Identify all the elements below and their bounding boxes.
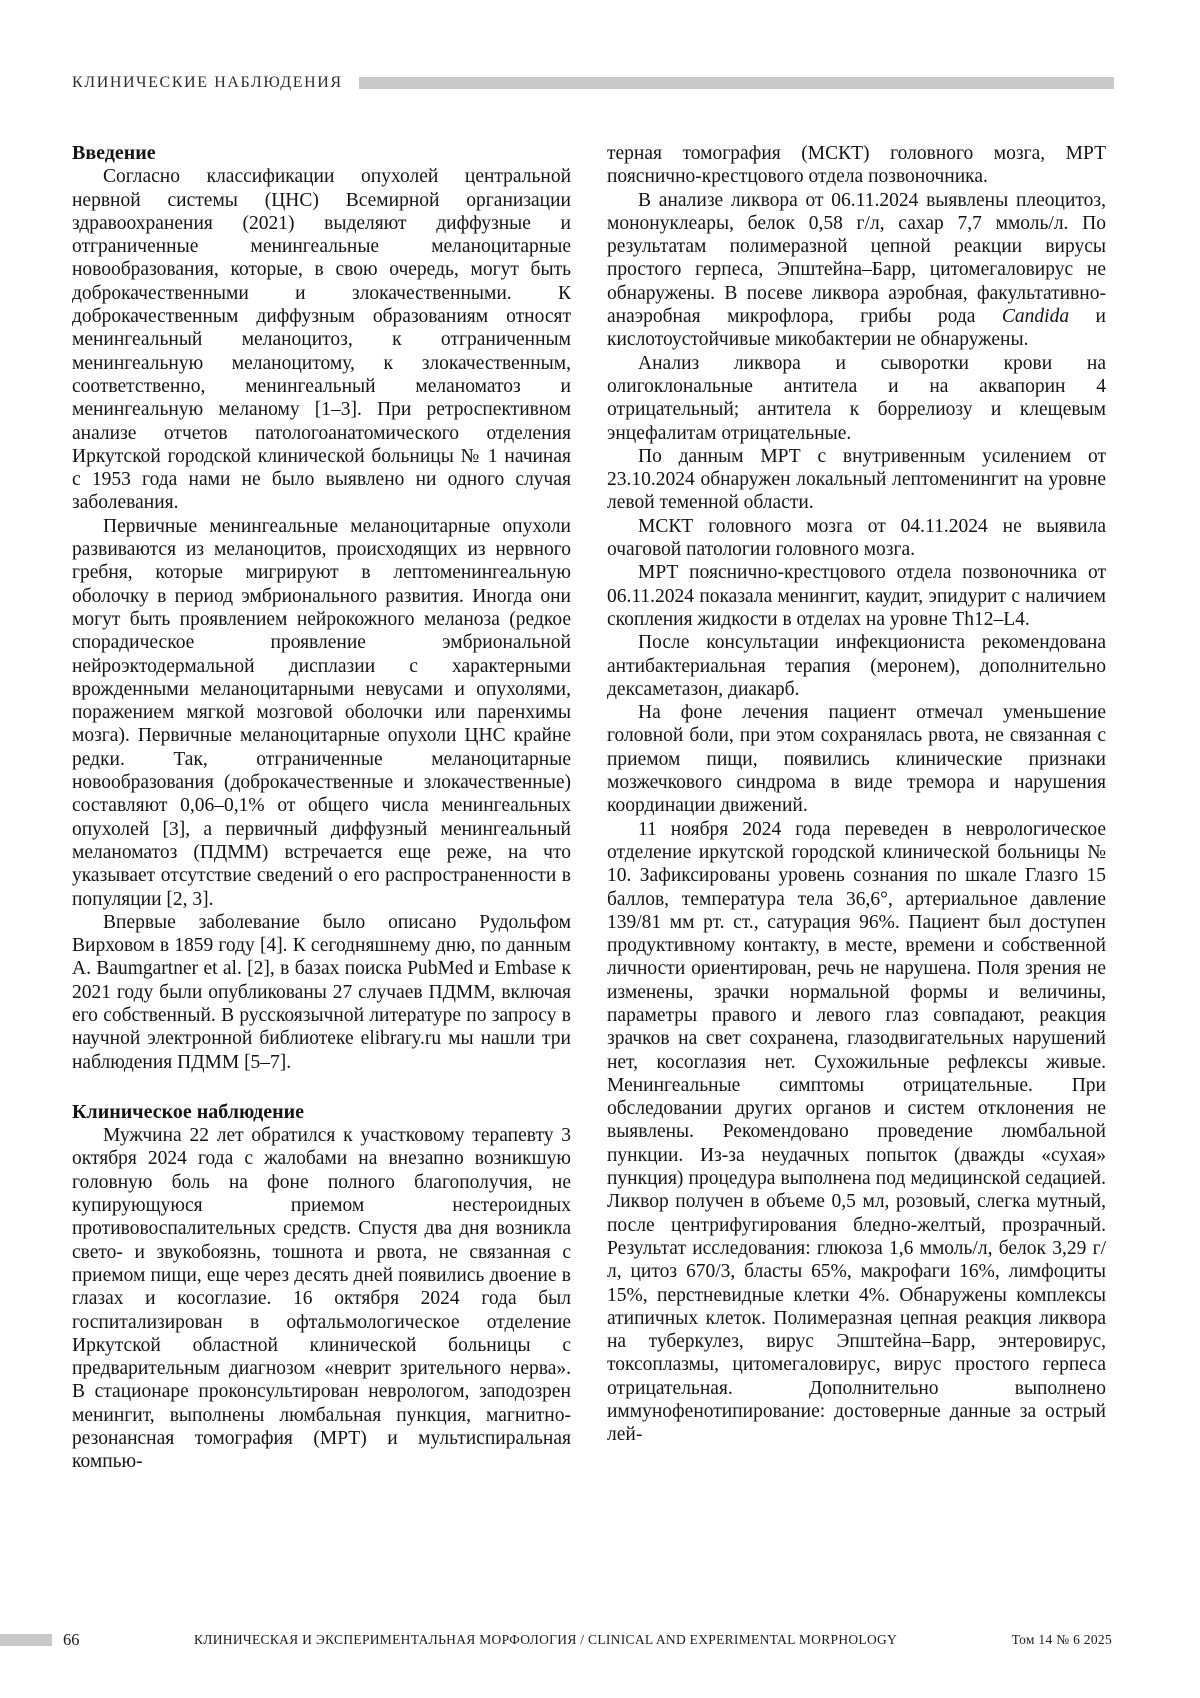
paragraph-antibody-tests: Анализ ликвора и сыворотки крови на олигоклональные антитела и на аквапорин 4 отрицательный; антитела к боррелиозу и клещевым энцефалитам отрицательные. xyxy=(607,352,1106,444)
paragraph-mri-lumbar: МРТ пояснично-крестцового отдела позвоночника от 06.11.2024 показала менингит, каудит, эпидурит с наличием скопления жидкости в отделах на уровне Th12–L4. xyxy=(607,562,1106,630)
footer-accent-bar xyxy=(0,1634,52,1646)
paragraph-who-classification: Согласно классификации опухолей центральной нервной системы (ЦНС) Всемирной организации здравоохранения (2021) выделяют диффузные и отграниченные менингеальные меланоцитарные новообразования, которые, в свою очередь, могут быть доброкачественными и злокачественными. К доброкачественным диффузным образованиям относят менингеальный меланоцитоз, к отграниченным менингеальную меланоцитому, к злокачественным, соответственно, менингеальный меланоматоз и менингеальную меланому [1–3]. При ретроспективном анализе отчетов патологоанатомического отделения Иркутской городской клинической больницы № 1 начиная с 1953 года нами не было выявлено ни одного случая заболевания. xyxy=(72,166,571,514)
heading-clinical-case: Клиническое наблюдение xyxy=(72,1100,305,1123)
candida-italic-term: Candida xyxy=(1001,306,1070,328)
paragraph-csf-analysis-tail: и кислотоустойчивые микобактерии не обнаружены. xyxy=(607,306,1106,351)
paragraph-mri-contrast: По данным МРТ с внутривенным усилением от 23.10.2024 обнаружен локальный лептоменингит на уровне левой теменной области. xyxy=(607,445,1106,514)
heading-introduction: Введение xyxy=(72,142,156,164)
footer-page-number: 66 xyxy=(63,1630,80,1649)
paragraph-treatment-course: На фоне лечения пациент отмечал уменьшение головной боли, при этом сохранялась рвота, не связанная с приемом пищи, появились клинические признаки мозжечкового синдрома в виде тремора и нарушения координации движений. xyxy=(607,702,1106,817)
paragraph-virchow-history: Впервые заболевание было описано Рудольфом Вирховом в 1859 году [4]. К сегодняшнему дню, по данным A. Baumgartner et al. [2], в базах поиска PubMed и Embase к 2021 году были опубликованы 27 случаев ПДММ, включая его собственный. В русскоязычной литературе по запросу в научной электронной библиотеке elibrary.ru мы нашли три наблюдения ПДММ [5–7]. xyxy=(72,911,571,1073)
paragraph-csf-analysis xyxy=(607,189,1106,352)
paragraph-csf-analysis-text: В анализе ликвора от 06.11.2024 выявлены плеоцитоз, мононуклеары, белок 0,58 г/л, сахар 7,7 ммоль/л. По результатам полимеразной цепной реакции вирусы простого герпеса, Эпштейна–Барр, цитомегаловирус не обнаружены. В посеве ликвора аэробная, факультативно-анаэробная микрофлора, грибы рода xyxy=(607,189,1106,328)
paragraph-neurology-transfer: 11 ноября 2024 года переведен в неврологическое отделение иркутской городской клинической больницы № 10. Зафиксированы уровень сознания по шкале Глазго 15 баллов, температура тела 36,6°, артериальное давление 139/81 мм рт. ст., сатурация 96%. Пациент был доступен продуктивному контакту, в месте, времени и собственной личности ориентирован, речь не нарушена. Поля зрения не изменены, зрачки нормальной формы и величины, параметры правого и левого глаз совпадают, реакция зрачков на свет сохранена, глазодвигательных нарушений нет, косоглазия нет. Сухожильные рефлексы живые. Менингеальные симптомы отрицательные. При обследовании других органов и систем отклонения не выявлены. Рекомендовано проведение люмбальной пункции. Из-за неудачных попыток (дважды «сухая» пункция) процедура выполнена под медицинской седацией. Ликвор получен в объеме 0,5 мл, розовый, слегка мутный, после центрифугирования бледно-желтый, прозрачный. Результат исследования: глюкоза 1,6 ммоль/л, белок 3,29 г/л, цитоз 670/3, бласты 65%, макрофаги 16%, лимфоциты 15%, перстневидные клетки 4%. Обнаружены комплексы атипичных клеток. Полимеразная цепная реакция ликвора на туберкулез, вирус Эпштейна–Барр, энтеровирус, токсоплазмы, цитомегаловирус, вирус простого герпеса отрицательная. Дополнительно выполнено иммунофенотипирование: достоверные данные за острый лей- xyxy=(607,818,1106,1446)
paragraph-infectionist-therapy: После консультации инфекциониста рекомендована антибактериальная терапия (меронем), дополнительно дексаметазон, диакарб. xyxy=(607,632,1106,700)
footer-issue-info: Том 14 № 6 2025 xyxy=(1011,1632,1112,1647)
paragraph-melanocytic-origin: Первичные менингеальные меланоцитарные опухоли развиваются из меланоцитов, происходящих из нервного гребня, которые мигрируют в лептоменингеальную оболочку в период эмбрионального развития. Иногда они могут быть проявлением нейрокожного меланоза (редкое спорадическое проявление эмбриональной нейроэктодермальной дисплазии с характерными врожденными меланоцитарными невусами и опухолями, поражением мягкой мозговой оболочки или паренхимы мозга). Первичные меланоцитарные опухоли ЦНС крайне редки. Так, отграниченные меланоцитарные новообразования (доброкачественные и злокачественные) составляют 0,06–0,1% от общего числа менингеальных опухолей [3], а первичный диффузный менингеальный меланоматоз (ПДММ) встречается еще реже, на что указывает отсутствие сведений о его распространенности в популяции [2, 3]. xyxy=(72,515,571,910)
footer-journal-title: КЛИНИЧЕСКАЯ И ЭКСПЕРИМЕНТАЛЬНАЯ МОРФОЛОГИЯ / CLINICAL AND EXPERIMENTAL MORPHOLOGY xyxy=(193,1632,898,1647)
paragraph-patient-presentation: Мужчина 22 лет обратился к участковому терапевту 3 октября 2024 года с жалобами на внезапно возникшую головную боль на фоне полного благополучия, не купирующуюся приемом нестероидных противовоспалительных средств. Спустя два дня возникла свето- и звукобоязнь, тошнота и рвота, не связанная с приемом пищи, еще через десять дней появились двоение в глазах и косоглазие. 16 октября 2024 года был госпитализирован в офтальмологическое отделение Иркутской областной клинической больницы с предварительным диагнозом «неврит зрительного нерва». В стационаре проконсультирован неврологом, заподозрен менингит, выполнены люмбальная пункция, магнитно-резонансная томография (МРТ) и мультиспиральная компью- xyxy=(72,1125,571,1473)
running-head xyxy=(72,74,1114,92)
column-right xyxy=(607,142,1106,1447)
paragraph-msct-continuation: терная томография (МСКТ) головного мозга, МРТ пояснично-крестцового отдела позвоночника. xyxy=(607,143,1106,188)
section-header-bar xyxy=(359,77,1114,89)
paragraph-msct-brain: МСКТ головного мозга от 04.11.2024 не выявила очаговой патологии головного мозга. xyxy=(607,515,1106,561)
section-header-label: КЛИНИЧЕСКИЕ НАБЛЮДЕНИЯ xyxy=(72,74,343,91)
column-left xyxy=(72,142,571,1474)
page-footer xyxy=(0,1630,1200,1650)
